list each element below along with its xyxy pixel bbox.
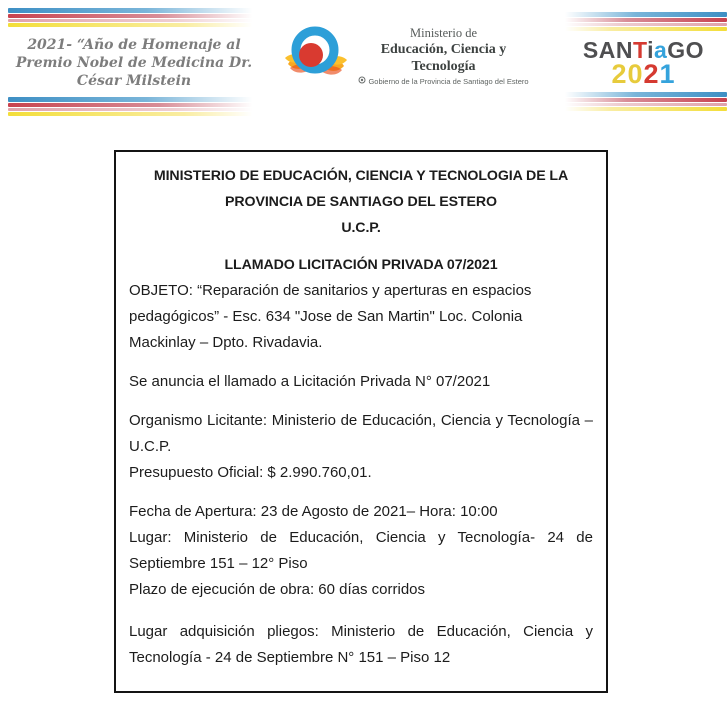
santiago-letters-san: SAN <box>582 37 633 63</box>
paragraph-fecha: Fecha de Apertura: 23 de Agosto de 2021– Hora: 10:00 <box>129 503 498 520</box>
santiago-stripes-bottom <box>560 92 727 111</box>
stripe-yellow <box>560 107 727 111</box>
stripe-blue <box>8 97 260 102</box>
commemorative-line1: 2021- “Año de Homenaje al <box>27 37 241 53</box>
santiago-letters-go: GO <box>667 37 705 63</box>
stripe-blue <box>560 12 727 17</box>
santiago-stripes-top <box>560 12 727 31</box>
banner-stripes-bottom <box>8 97 260 116</box>
government-label: Gobierno de la Provincia de Santiago del Estero <box>368 77 529 86</box>
stripe-red <box>560 98 727 102</box>
santiago-letter-t: T <box>632 37 648 63</box>
stripe-blue <box>560 92 727 97</box>
santiago-letter-i: i <box>647 37 654 63</box>
stripe-red <box>560 18 727 22</box>
government-line <box>353 76 534 87</box>
paragraph-organismo: Organismo Licitante: Ministerio de Educación, Ciencia y Tecnología – U.C.P. <box>129 412 593 455</box>
paragraph-objeto: OBJETO: “Reparación de sanitarios y aperturas en espacios pedagógicos” - Esc. 634 "Jose de San Martin" Loc. Colonia Mackinlay – Dpto. Rivadavia. <box>129 282 532 351</box>
government-emblem-icon <box>358 76 366 87</box>
stripe-pink <box>8 19 260 22</box>
call-title: LLAMADO LICITACIÓN PRIVADA 07/2021 <box>224 257 498 273</box>
santiago-2021-logo <box>560 12 727 111</box>
banner-stripes-top <box>8 8 260 27</box>
stripe-yellow <box>8 112 260 116</box>
title-line3: U.C.P. <box>341 220 381 236</box>
ministry-name-main: Educación, Ciencia y Tecnología <box>380 42 507 74</box>
commemorative-banner <box>8 8 260 116</box>
stripe-pink <box>560 23 727 26</box>
stripe-pink <box>8 108 260 111</box>
santiago-year <box>560 59 727 89</box>
stripe-red <box>8 14 260 18</box>
paragraph-anuncio: Se anuncia el llamado a Licitación Privada N° 07/2021 <box>129 373 491 390</box>
commemorative-line2: Premio Nobel de Medicina Dr. César Milstein <box>15 55 253 89</box>
ministry-logo-icon <box>284 24 348 89</box>
stripe-red <box>8 103 260 107</box>
stripe-pink <box>560 103 727 106</box>
page-header <box>0 0 727 112</box>
stripe-yellow <box>8 23 260 27</box>
paragraph-pliegos: Lugar adquisición pliegos: Ministerio de Educación, Ciencia y Tecnología - 24 de Septiembre N° 151 – Piso 12 <box>129 623 593 666</box>
paragraph-presupuesto: Presupuesto Oficial: $ 2.990.760,01. <box>129 464 372 481</box>
document-title <box>129 163 593 241</box>
ministry-text <box>353 26 534 87</box>
ministry-name-top: Ministerio de <box>409 26 477 40</box>
paragraph-plazo: Plazo de ejecución de obra: 60 días corridos <box>129 581 426 598</box>
year-20: 20 <box>611 59 644 89</box>
paragraph-lugar: Lugar: Ministerio de Educación, Ciencia y Tecnología- 24 de Septiembre 151 – 12° Piso <box>129 529 593 572</box>
year-2: 2 <box>643 59 660 89</box>
stripe-yellow <box>560 27 727 31</box>
stripe-blue <box>8 8 260 13</box>
year-1: 1 <box>659 59 676 89</box>
commemorative-text <box>8 36 260 90</box>
licitacion-document <box>114 150 608 693</box>
ministry-logo <box>284 24 534 89</box>
title-line1: MINISTERIO DE EDUCACIÓN, CIENCIA Y TECNOLOGIA DE LA <box>153 168 569 184</box>
santiago-letter-a: a <box>654 37 668 63</box>
title-line2: PROVINCIA DE SANTIAGO DEL ESTERO <box>225 194 497 210</box>
